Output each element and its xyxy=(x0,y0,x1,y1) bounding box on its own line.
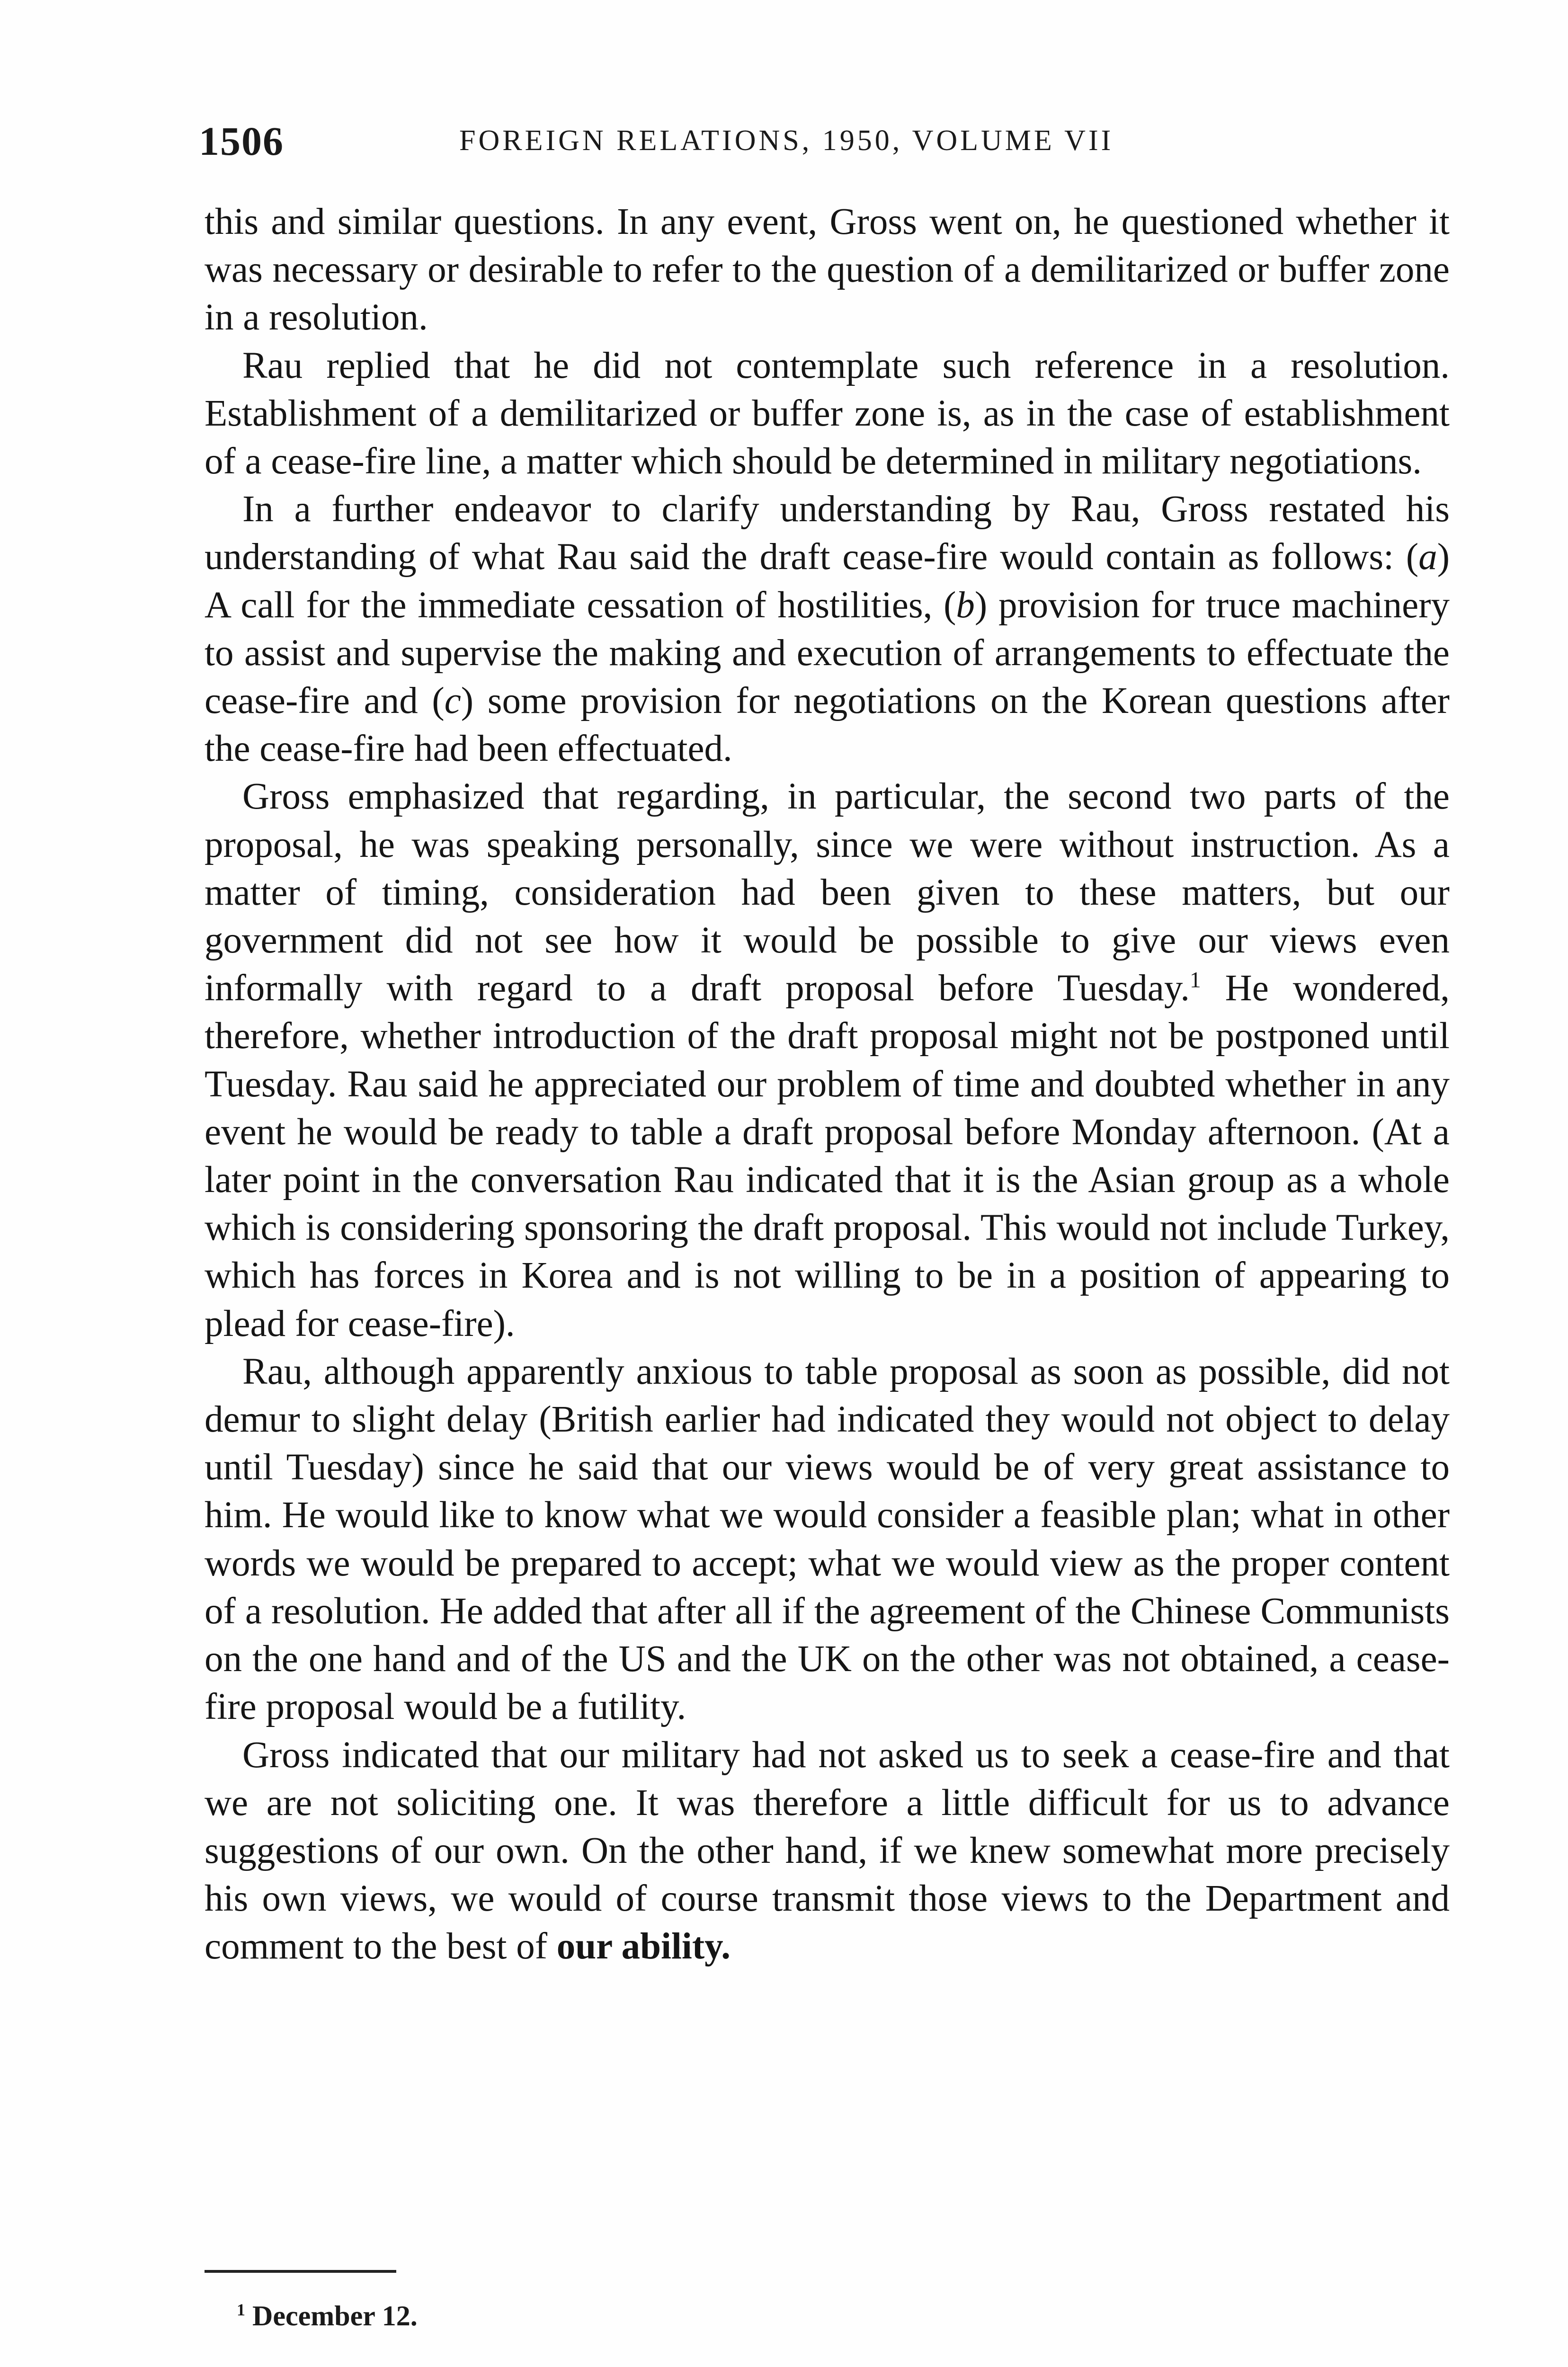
paragraph-3-text-3: ) provision for truce machinery to assist and supervise the making and execution of arrangements to effectuate the cease-fire and ( xyxy=(205,584,1450,722)
running-title: FOREIGN RELATIONS, 1950, VOLUME VII xyxy=(459,125,1114,157)
list-marker-c: c xyxy=(444,680,461,722)
paragraph-6-bold-end: our ability. xyxy=(556,1926,731,1967)
list-marker-a: a xyxy=(1418,536,1437,578)
paragraph-6-text: Gross indicated that our military had not asked us to seek a cease-fire and that we are not soliciting one. It was therefore a little difficult for us to advance suggestions of our own. On the other hand, if we knew somewhat more precisely his own views, we would of course transmit those views to the Department and comment to the best of xyxy=(205,1734,1450,1967)
paragraph-3-text-4: ) some provision for negotiations on the Korean questions after the cease-fire had been effectuated. xyxy=(205,680,1450,770)
paragraph-1 xyxy=(205,198,1450,342)
paragraph-2-text: Rau replied that he did not contemplate such reference in a resolution. Establishment of a demilitarized or buffer zone is, as in the case of establishment of a cease-fire line, a matter which should be determined in military negotiations. xyxy=(205,345,1450,482)
footnote-divider xyxy=(205,2270,396,2273)
paragraph-5 xyxy=(205,1348,1450,1731)
paragraph-3 xyxy=(205,485,1450,773)
paragraph-6 xyxy=(205,1731,1450,1971)
footnote xyxy=(237,2300,418,2332)
paragraph-1-text: this and similar questions. In any event, Gross went on, he questioned whether it was necessary or desirable to refer to the question of a demilitarized or buffer zone in a resolution. xyxy=(205,201,1450,338)
paragraph-4-text-1: Gross emphasized that regarding, in particular, the second two parts of the proposal, he was speaking personally, since we were without instruction. As a matter of timing, consideration had been given to these matters, but our government did not see how it would be possible to give our views even informally with regard to a draft proposal before Tuesday. xyxy=(205,776,1450,1009)
running-header xyxy=(199,117,1458,169)
paragraph-4 xyxy=(205,773,1450,1347)
paragraph-5-text: Rau, although apparently anxious to table proposal as soon as possible, did not demur to slight delay (British earlier had indicated they would not object to delay until Tuesday) since he said that our views would be of very great assistance to him. He would like to know what we would consider a feasible plan; what in other words we would be prepared to accept; what we would view as the proper content of a resolution. He added that after all if the agreement of the Chinese Communists on the one hand and of the US and the UK on the other was not obtained, a cease-fire proposal would be a futility. xyxy=(205,1351,1450,1728)
page-number: 1506 xyxy=(199,118,284,164)
footnote-marker: 1 xyxy=(237,2300,245,2319)
footnote-reference: 1 xyxy=(1189,968,1201,993)
paragraph-2 xyxy=(205,342,1450,486)
paragraph-3-text-1: In a further endeavor to clarify understanding by Rau, Gross restated his understanding of what Rau said the draft cease-fire would contain as follows: ( xyxy=(205,489,1450,578)
list-marker-b: b xyxy=(956,584,975,626)
paragraph-3-text-2: ) A call for the immediate cessation of hostilities, ( xyxy=(205,536,1450,626)
footnote-text: December 12. xyxy=(245,2300,418,2331)
body-text xyxy=(205,198,1450,1971)
paragraph-4-text-2: He wondered, therefore, whether introduction of the draft proposal might not be postponed until Tuesday. Rau said he appreciated our problem of time and doubted whether in any event he would be ready to table a draft proposal before Monday afternoon. (At a later point in the conversation Rau indicated that it is the Asian group as a whole which is considering sponsoring the draft proposal. This would not include Turkey, which has forces in Korea and is not willing to be in a position of appearing to plead for cease-fire). xyxy=(205,968,1450,1344)
